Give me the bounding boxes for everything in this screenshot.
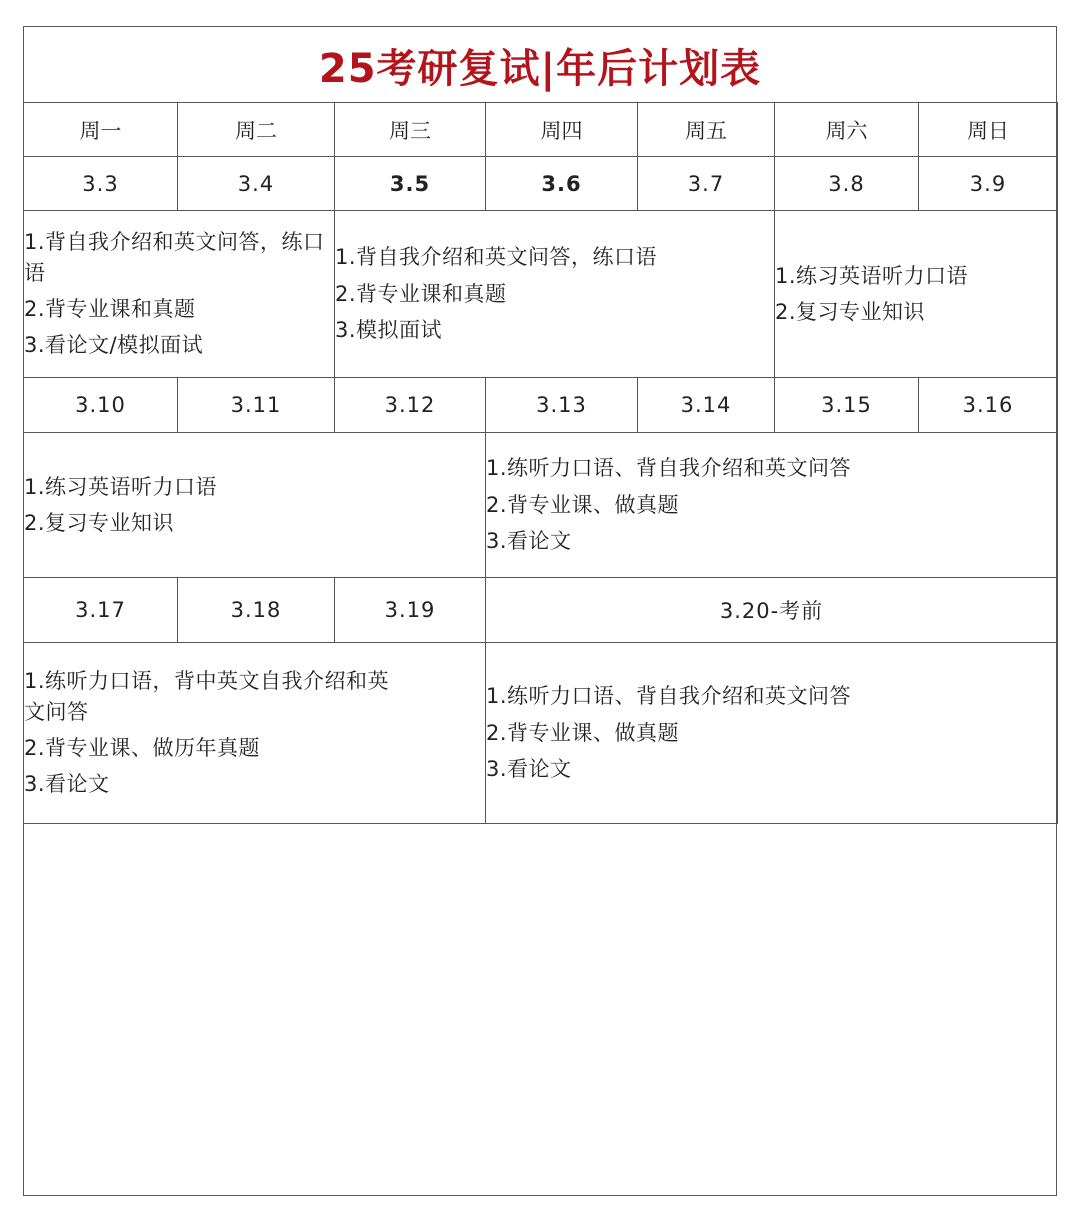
date-cell: 3.3 bbox=[24, 157, 178, 211]
date-cell: 3.9 bbox=[919, 157, 1058, 211]
task-block bbox=[775, 211, 1058, 378]
date-cell: 3.13 bbox=[486, 378, 638, 433]
task-item: 2.背专业课和真题 bbox=[335, 281, 507, 306]
task-item: 3.模拟面试 bbox=[335, 318, 443, 343]
task-item: 1.练听力口语，背中英文自我介绍和英文问答 bbox=[24, 669, 390, 724]
date-cell: 3.14 bbox=[638, 378, 775, 433]
date-cell: 3.11 bbox=[178, 378, 335, 433]
task-block bbox=[24, 211, 335, 378]
date-cell: 3.17 bbox=[24, 578, 178, 643]
date-cell: 3.4 bbox=[178, 157, 335, 211]
task-item: 1.练习英语听力口语 bbox=[24, 474, 218, 499]
task-item: 3.看论文 bbox=[24, 772, 110, 797]
weekday-cell: 周二 bbox=[178, 103, 335, 157]
weekday-cell: 周四 bbox=[486, 103, 638, 157]
task-row bbox=[24, 643, 1058, 824]
task-item: 3.看论文 bbox=[486, 757, 572, 782]
date-cell: 3.12 bbox=[335, 378, 486, 433]
task-item: 2.背专业课、做真题 bbox=[486, 720, 680, 745]
task-item: 1.背自我介绍和英文问答，练口语 bbox=[335, 245, 658, 270]
task-item: 1.练听力口语、背自我介绍和英文问答 bbox=[486, 684, 852, 709]
task-item: 1.背自我介绍和英文问答，练口语 bbox=[24, 230, 325, 285]
date-cell: 3.18 bbox=[178, 578, 335, 643]
plan-sheet bbox=[23, 26, 1057, 1196]
date-cell: 3.6 bbox=[486, 157, 638, 211]
weekday-cell: 周一 bbox=[24, 103, 178, 157]
weekday-cell: 周五 bbox=[638, 103, 775, 157]
date-cell: 3.7 bbox=[638, 157, 775, 211]
weekday-cell: 周三 bbox=[335, 103, 486, 157]
task-block bbox=[486, 643, 1058, 824]
weekday-cell: 周六 bbox=[775, 103, 919, 157]
task-row bbox=[24, 211, 1058, 378]
date-cell: 3.8 bbox=[775, 157, 919, 211]
date-cell: 3.5 bbox=[335, 157, 486, 211]
task-item: 1.练习英语听力口语 bbox=[775, 263, 969, 288]
date-cell: 3.15 bbox=[775, 378, 919, 433]
weekday-cell: 周日 bbox=[919, 103, 1058, 157]
task-item: 3.看论文/模拟面试 bbox=[24, 333, 204, 358]
date-cell: 3.20-考前 bbox=[486, 578, 1058, 643]
date-row bbox=[24, 378, 1058, 433]
task-block bbox=[486, 433, 1058, 578]
date-cell: 3.10 bbox=[24, 378, 178, 433]
task-block bbox=[335, 211, 775, 378]
task-item: 2.背专业课和真题 bbox=[24, 297, 196, 321]
task-item: 2.背专业课、做历年真题 bbox=[24, 736, 261, 760]
task-item: 3.看论文 bbox=[486, 529, 572, 554]
task-item: 2.复习专业知识 bbox=[775, 300, 926, 324]
date-row bbox=[24, 157, 1058, 211]
page-title: 25考研复试|年后计划表 bbox=[318, 45, 762, 92]
task-row bbox=[24, 433, 1058, 578]
task-block bbox=[24, 643, 486, 824]
task-item: 2.背专业课、做真题 bbox=[486, 492, 680, 517]
task-item: 1.练听力口语、背自我介绍和英文问答 bbox=[486, 456, 852, 481]
date-cell: 3.19 bbox=[335, 578, 486, 643]
weekday-row bbox=[24, 103, 1058, 157]
date-cell: 3.16 bbox=[919, 378, 1058, 433]
task-item: 2.复习专业知识 bbox=[24, 511, 175, 535]
schedule-table bbox=[23, 102, 1058, 824]
task-block bbox=[24, 433, 486, 578]
date-row bbox=[24, 578, 1058, 643]
